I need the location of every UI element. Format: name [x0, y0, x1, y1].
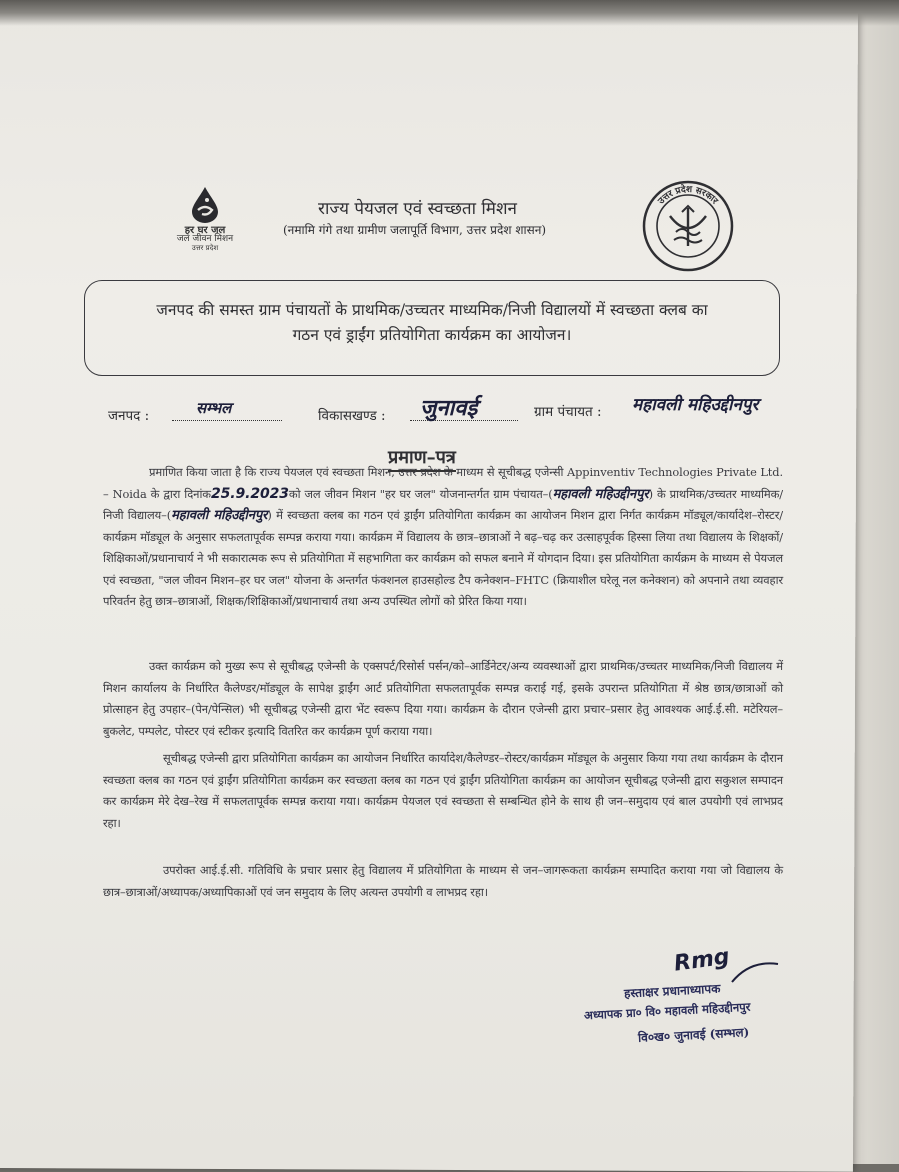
- p1-part1: प्रमाणित किया जाता है कि राज्य पेयजल एवं स्वच्छता मिशन, उत्तर प्रदेश के माध्यम से सूचीबद्ध एजेन्सी Appinventiv Technologies Private Ltd. – Noida के द्वारा दिनांक: [103, 465, 783, 501]
- subject-text: [84, 298, 780, 348]
- stamp-line-3: वि०ख० जुनावई (सम्भल): [637, 1025, 750, 1045]
- mission-subtitle: (नमामि गंगे तथा ग्रामीण जलापूर्ति विभाग, उत्तर प्रदेश शासन): [283, 223, 547, 237]
- certificate-title: प्रमाण–पत्र: [388, 445, 456, 472]
- top-shadow: [0, 0, 899, 26]
- p1-panchayat-handwritten: महावली महिउद्दीनपुर: [552, 486, 649, 502]
- up-government-seal-icon: [642, 180, 734, 272]
- panchayat-label: ग्राम पंचायत :: [534, 404, 602, 420]
- p1-part3: ) के प्राथमिक/उच्चतर माध्यमिक/निजी विद्यालय–(: [103, 486, 783, 522]
- signature-stamp: [580, 944, 820, 1058]
- program-date: 25.9.2023: [210, 485, 289, 502]
- logo-caption-1: हर घर जल: [184, 225, 226, 236]
- district-label: जनपद :: [108, 408, 150, 424]
- subject-line-2: गठन एवं ड्राईंग प्रतियोगिता कार्यक्रम का आयोजन।: [292, 326, 572, 344]
- mission-title: राज्य पेयजल एवं स्वच्छता मिशन: [318, 199, 517, 219]
- p1-part2: को जल जीवन मिशन "हर घर जल" योजनान्तर्गत ग्राम पंचायत–(: [288, 486, 553, 501]
- paragraph-3: सूचीबद्ध एजेन्सी द्वारा प्रतियोगिता कार्यक्रम का आयोजन निर्धारित कार्यादेश/कैलेण्डर–रोस्टर/कार्यक्रम मॉड्यूल के अनुसार किया गया तथा कार्यक्रम के दौरान स्वच्छता क्लब का गठन एवं ड्राईंग प्रतियोगिता कार्यक्रम कर स्वच्छता क्लब का गठन एवं ड्राईंग प्रतियोगिता कार्यक्रम का आयोजन सूचीबद्ध एजेन्सी द्वारा सकुशल सम्पादन कर कार्यक्रम मेरे देख–रेख में सफलतापूर्वक सम्पन्न कराया गया। कार्यक्रम पेयजल एवं स्वच्छता से सम्बन्धित होने के साथ ही जन–समुदाय एवं बाल उपयोगी एवं लाभप्रद रहा।: [103, 751, 783, 830]
- subject-line-1: जनपद की समस्त ग्राम पंचायतों के प्राथमिक/उच्चतर माध्यमिक/निजी विद्यालयों में स्वच्छता क्लब का: [156, 301, 708, 319]
- paragraph-4: उपरोक्त आई.ई.सी. गतिविधि के प्रचार प्रसार हेतु विद्यालय में प्रतियोगिता के माध्यम से जन–जागरूकता कार्यक्रम सम्पादित कराया गया जो विद्यालय के छात्र–छात्राओं/अध्यापक/अध्यापिकाओं एवं जन समुदाय के लिए अत्यन्त उपयोगी व लाभप्रद रहा।: [103, 863, 783, 899]
- paragraph-1: [103, 462, 783, 613]
- stamp-line-2: अध्यापक प्रा० वि० महावली महिउद्दीनपुर: [583, 999, 751, 1023]
- signature-flourish: [730, 958, 780, 988]
- p1-school-handwritten: महावली महिउद्दीनपुर: [171, 508, 268, 523]
- paragraph-2: उक्त कार्यक्रम को मुख्य रूप से सूचीबद्ध एजेन्सी के एक्सपर्ट/रिसोर्स पर्सन/को–आर्डिनेटर/अन्य व्यवस्थाओं द्वारा प्राथमिक/उच्चतर माध्यमिक/निजी विद्यालय में मिशन कार्यालय के निर्धारित कैलेण्डर/मॉड्यूल के सापेक्ष ड्राईंग आर्ट प्रतियोगिता सफलतापूर्वक सम्पन्न कराई गई, इसके उपरान्त प्रतियोगिता में श्रेष्ठ छात्र/छात्राओं को प्रोत्साहन हेतु उपहार–(पेन/पेन्सिल) भी सूचीबद्ध एजेन्सी द्वारा भेंट स्वरूप दिया गया। कार्यक्रम के दौरान एजेन्सी द्वारा प्रचार–प्रसार हेतु आवश्यक आई.ई.सी. मटेरियल–बुकलेट, पम्पलेट, पोस्टर एवं स्टीकर इत्यादि वितरित कर कार्यक्रम पूर्ण कराया गया।: [103, 659, 783, 738]
- seal-text: उत्तर प्रदेश सरकार: [656, 184, 720, 207]
- p1-part4: ) में स्वच्छता क्लब का गठन एवं ड्राईंग प्रतियोगिता कार्यक्रम का आयोजन मिशन द्वारा निर्गत कार्यक्रम मॉड्यूल/कार्यादेश–रोस्टर/कार्यक्रम मॉड्यूल के अनुसार सफलतापूर्वक सम्पन्न कराया गया। कार्यक्रम में विद्यालय के छात्र–छात्राओं ने बढ़–चढ़ कर उत्साहपूर्वक हिस्सा लिया तथा विद्यालय के शिक्षकों/शिक्षिकाओं/प्रधानाचार्य ने भी सकारात्मक रूप से प्रतियोगिता में सहभागिता कर कार्यक्रम को सफल बनाने में योगदान दिया। इस प्रतियोगिता कार्यक्रम के माध्यम से पेयजल एवं स्वच्छता, "जल जीवन मिशन–हर घर जल" योजना के अन्तर्गत फंक्शनल हाउसहोल्ड टैप कनेक्शन–FHTC (क्रियाशील घरेलू नल कनेक्शन) को अपनाने तथा व्यवहार परिवर्तन हेतु छात्र–छात्राओं, शिक्षक/शिक्षिकाओं/प्रधानाचार्य तथा अन्य उपस्थित लोगों को प्रेरित किया गया।: [103, 508, 783, 608]
- logo-caption-2: जल जीवन मिशन: [176, 234, 234, 244]
- block-value: जुनावई: [420, 396, 478, 421]
- block-label: विकासखण्ड :: [318, 408, 386, 424]
- district-value: सम्भल: [196, 399, 232, 417]
- handwritten-signature: Rmg: [672, 944, 732, 977]
- district-underline: [172, 420, 282, 421]
- logo-caption-3: उत्तर प्रदेश: [191, 244, 219, 252]
- stamp-line-1: हस्ताक्षर प्रधानाध्यापक: [623, 981, 721, 1001]
- panchayat-value: महावली महिउद्दीनपुर: [632, 395, 759, 415]
- har-ghar-jal-logo: [170, 186, 240, 266]
- water-drop-icon: [190, 186, 220, 224]
